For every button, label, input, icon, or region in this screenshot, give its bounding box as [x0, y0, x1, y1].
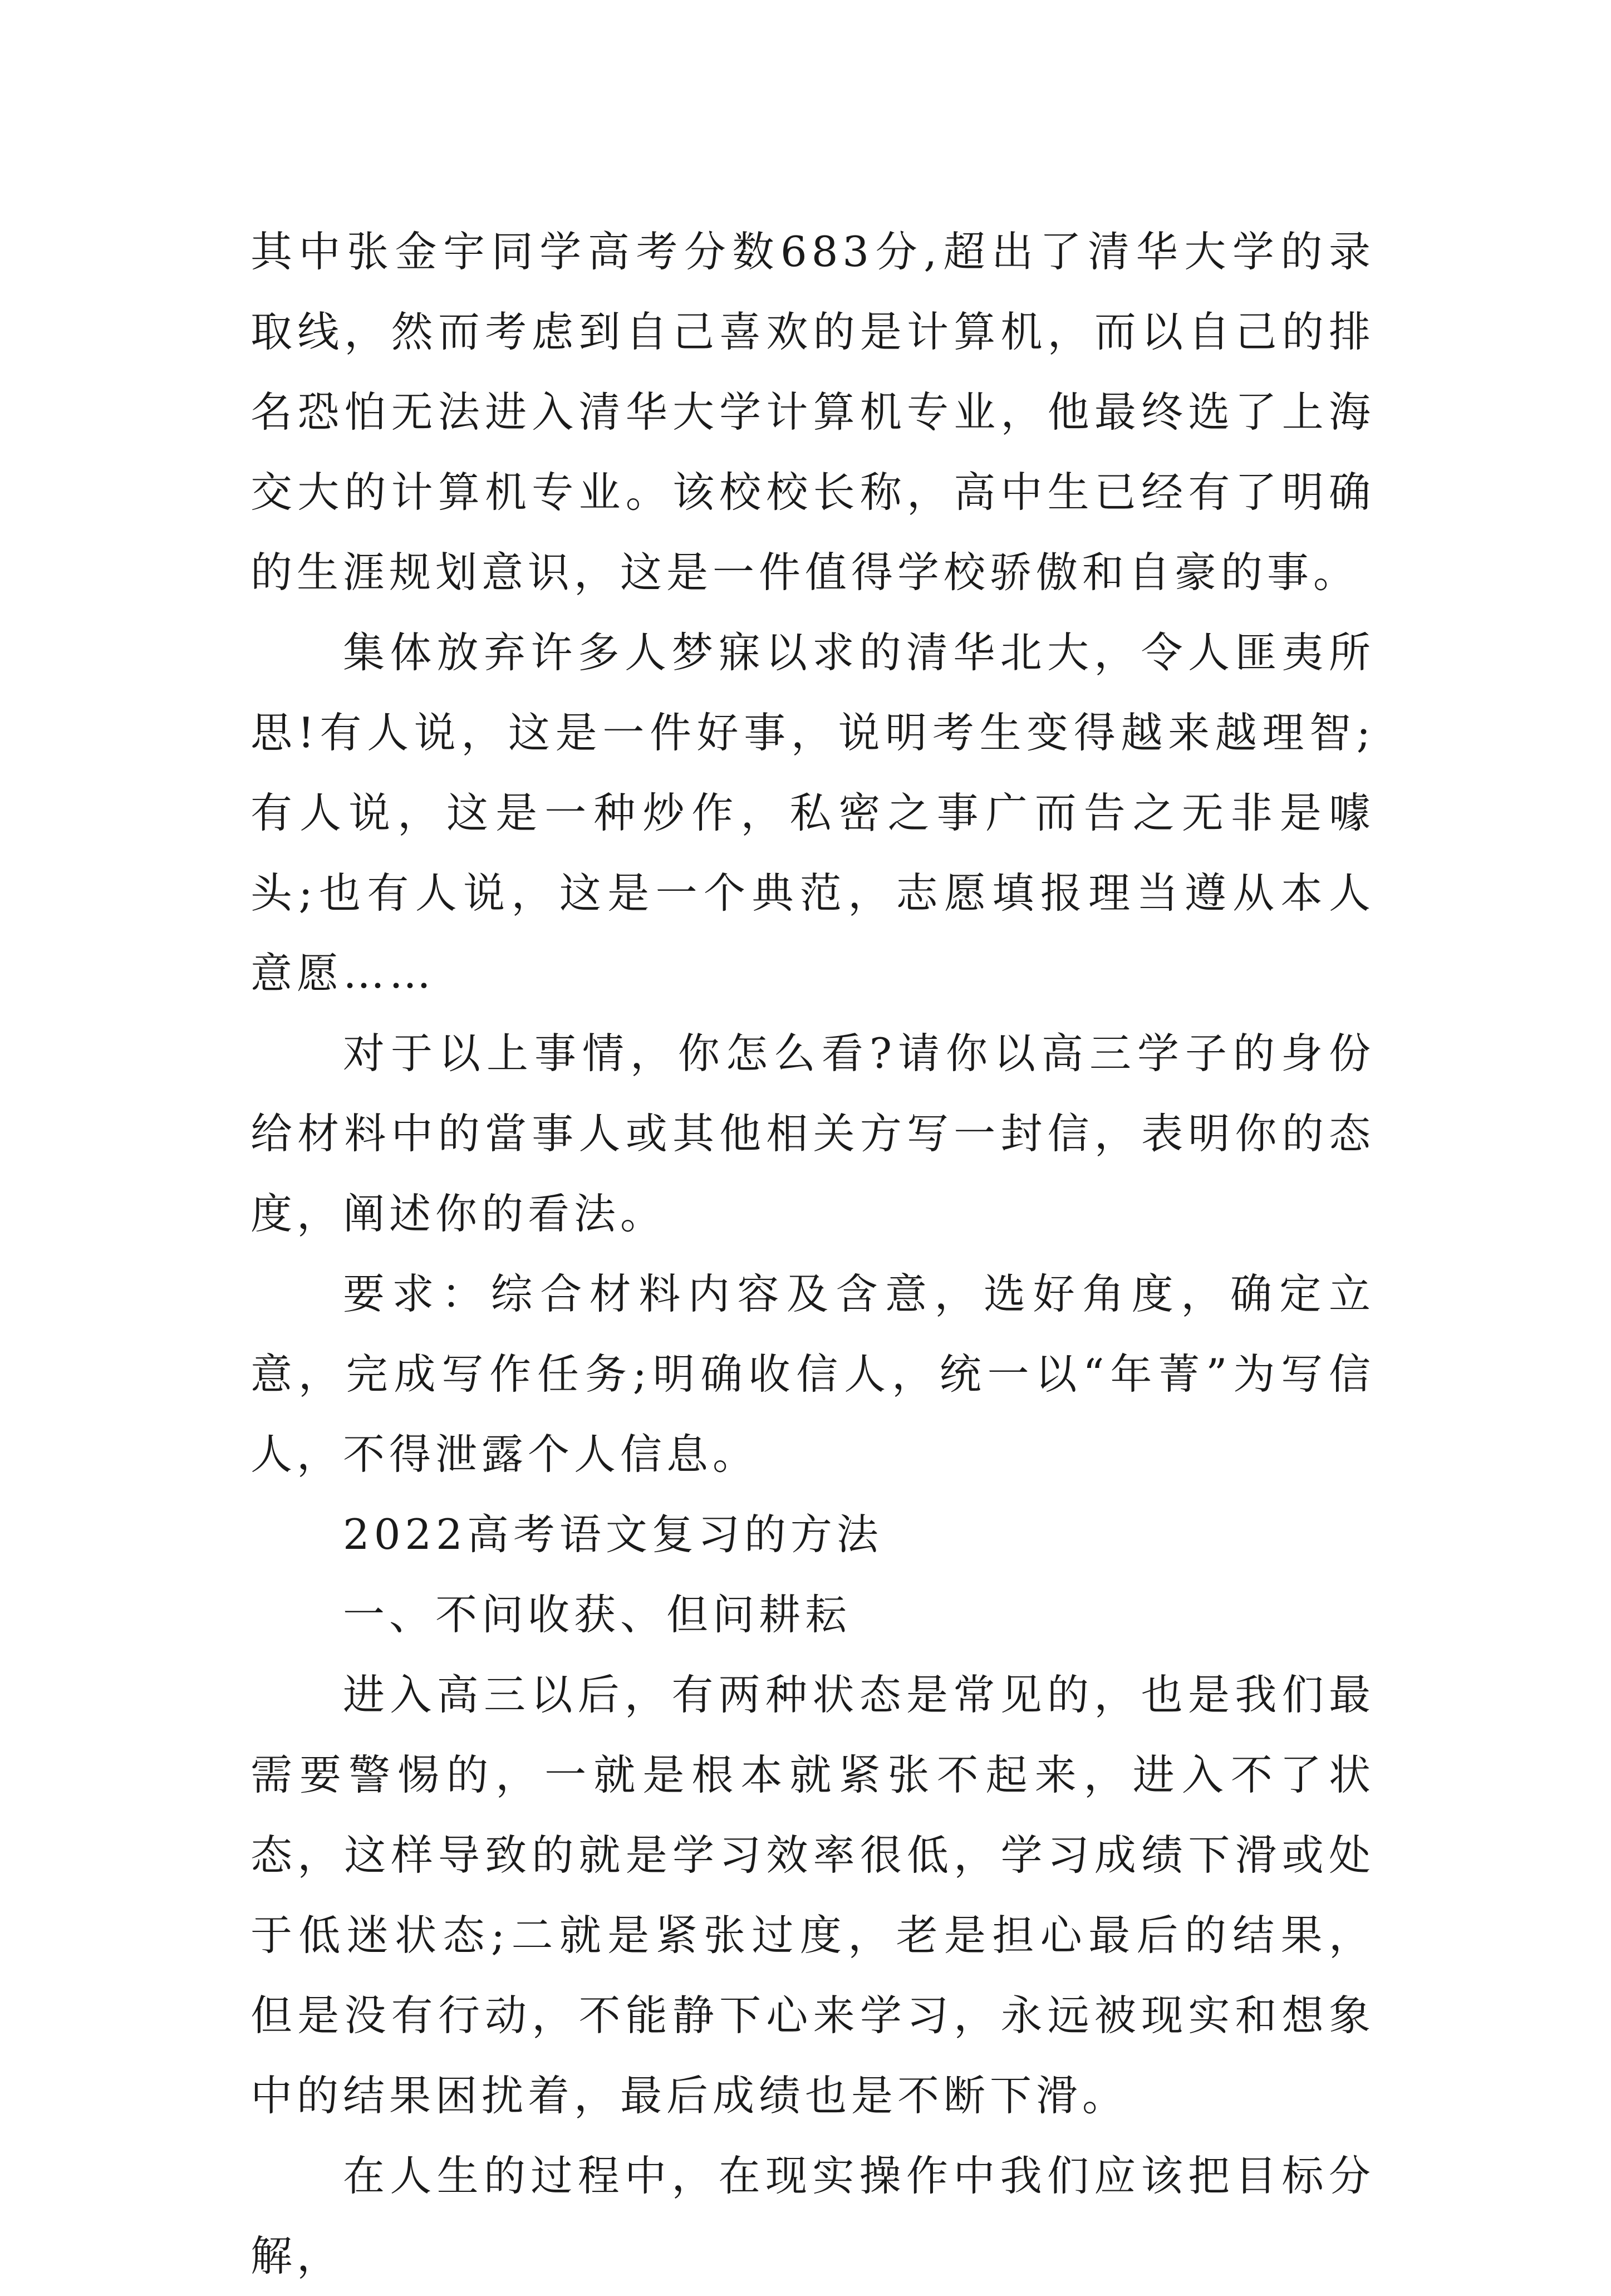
paragraph-2: 集体放弃许多人梦寐以求的清华北大，令人匪夷所思!有人说，这是一件好事，说明考生变得越来越理智;有人说，这是一种炒作，私密之事广而告之无非是噱头;也有人说，这是一个典范，志愿填报理当遵从本人意愿……	[251, 628, 1375, 998]
document-body	[251, 212, 1375, 2296]
paragraph-5: 进入高三以后，有两种状态是常见的，也是我们最需要警惕的，一就是根本就紧张不起来，进入不了状态，这样导致的就是学习效率很低，学习成绩下滑或处于低迷状态;二就是紧张过度，老是担心最后的结果，但是没有行动，不能静下心来学习，永远被现实和想象中的结果困扰着，最后成绩也是不断下滑。	[251, 1670, 1375, 2120]
section-heading-1: 一、不问收获、但问耕耘	[343, 1590, 852, 1639]
paragraph-3: 对于以上事情，你怎么看?请你以高三学子的身份给材料中的當事人或其他相关方写一封信，表明你的态度，阐述你的看法。	[251, 1029, 1375, 1238]
paragraph-6: 在人生的过程中，在现实操作中我们应该把目标分解，	[251, 2151, 1375, 2280]
paragraph-1: 其中张金宇同学高考分数683分,超出了清华大学的录取线，然而考虑到自己喜欢的是计算机，而以自己的排名恐怕无法进入清华大学计算机专业，他最终选了上海交大的计算机专业。该校校长称，高中生已经有了明确的生涯规划意识，这是一件值得学校骄傲和自豪的事。	[251, 227, 1375, 597]
paragraph-4: 要求：综合材料内容及含意，选好角度，确定立意，完成写作任务;明确收信人，统一以“年菁”为写信人，不得泄露个人信息。	[251, 1269, 1375, 1479]
section-title: 2022高考语文复习的方法	[343, 1510, 883, 1559]
